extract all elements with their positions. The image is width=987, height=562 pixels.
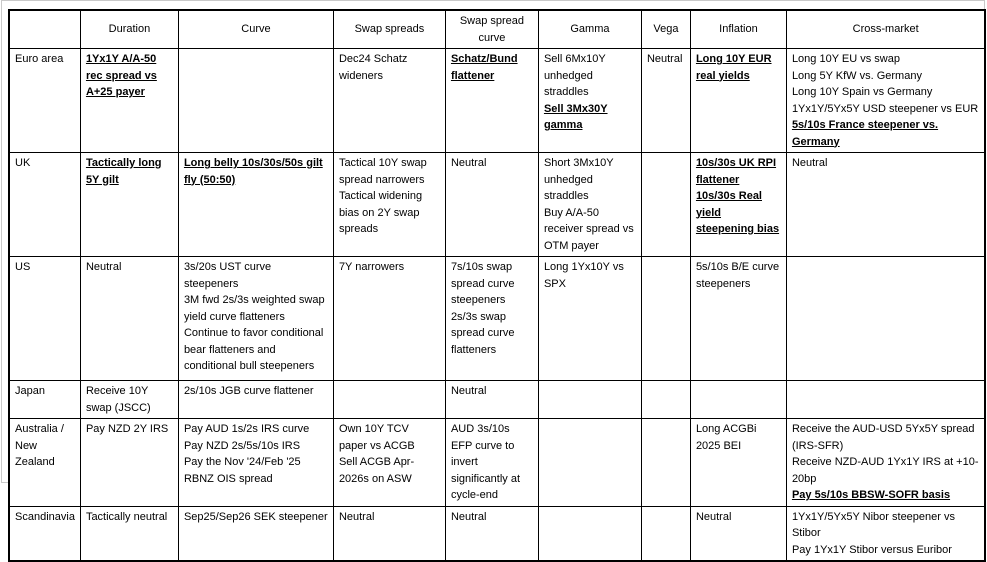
- cell-us-inflation: [690, 257, 786, 381]
- cell-us-swap-spread-curve: [445, 257, 538, 381]
- trade-entry: Neutral: [338, 510, 375, 523]
- column-header-inflation: Inflation: [690, 10, 786, 49]
- trade-entry: Tactically long 5Y gilt: [85, 157, 162, 186]
- trade-entry: Pay NZD 2s/5s/10s IRS: [183, 439, 301, 452]
- table-header: [9, 10, 985, 49]
- cell-uk-inflation: [690, 153, 786, 257]
- trade-entry: 7s/10s swap spread curve steepeners: [450, 261, 515, 306]
- header-row: [9, 10, 985, 49]
- row-header-scandinavia: Scandinavia: [9, 506, 80, 561]
- cell-euro-area-inflation: [690, 49, 786, 153]
- trade-entry: Tactical 10Y swap spread narrowers: [338, 157, 427, 186]
- cell-australia-new-zealand-cross-market: [786, 419, 985, 507]
- trade-entry: Long 1Yx10Y vs SPX: [543, 261, 624, 290]
- cell-australia-new-zealand-swap-spread-curve: [445, 419, 538, 507]
- table-row-scandinavia: [9, 506, 985, 561]
- trade-entry: Continue to favor conditional bear flatteners and conditional bull steepeners: [183, 327, 324, 372]
- cell-scandinavia-gamma: [538, 506, 641, 561]
- cell-australia-new-zealand-duration: [80, 419, 178, 507]
- cell-japan-curve: [178, 381, 333, 419]
- trade-entry: 2s/10s JGB curve flattener: [183, 385, 314, 397]
- trade-recommendations-table: [8, 9, 986, 562]
- cell-scandinavia-cross-market: [786, 506, 985, 561]
- cell-japan-gamma: [538, 381, 641, 419]
- cell-us-vega: [641, 257, 690, 381]
- cell-australia-new-zealand-gamma: [538, 419, 641, 507]
- cell-euro-area-gamma: [538, 49, 641, 153]
- cell-uk-cross-market: [786, 153, 985, 257]
- row-header-euro-area: Euro area: [9, 49, 80, 153]
- trade-entry: Buy A/A-50 receiver spread vs OTM payer: [543, 206, 634, 252]
- trade-entry: Pay AUD 1s/2s IRS curve: [183, 423, 310, 435]
- cell-uk-gamma: [538, 153, 641, 257]
- trade-entry: 5s/10s B/E curve steepeners: [695, 261, 780, 290]
- table-row-australia-new-zealand: [9, 419, 985, 507]
- trade-entry: 3M fwd 2s/3s weighted swap yield curve flatteners: [183, 294, 325, 323]
- trade-entry: Receive 10Y swap (JSCC): [85, 385, 151, 414]
- trade-entry: Pay 5s/10s BBSW-SOFR basis: [791, 489, 951, 501]
- cell-japan-swap-spread-curve: [445, 381, 538, 419]
- cell-japan-cross-market: [786, 381, 985, 419]
- trade-entry: Sep25/Sep26 SEK steepener: [183, 510, 328, 523]
- trade-entry: Pay the Nov '24/Feb '25 RBNZ OIS spread: [183, 456, 301, 485]
- trade-entry: Long belly 10s/30s/50s gilt fly (50:50): [183, 157, 323, 186]
- trade-entry: 3s/20s UST curve steepeners: [183, 261, 272, 290]
- cell-scandinavia-inflation: [690, 506, 786, 561]
- row-header-us: US: [9, 257, 80, 381]
- trade-entry: Long 10Y EU vs swap: [791, 53, 900, 65]
- cell-uk-duration: [80, 153, 178, 257]
- column-header-swap-spread-curve: Swap spread curve: [445, 10, 538, 49]
- cell-us-curve: [178, 257, 333, 381]
- cell-australia-new-zealand-vega: [641, 419, 690, 507]
- cell-japan-vega: [641, 381, 690, 419]
- trade-entry: Long 10Y EUR real yields: [695, 53, 772, 82]
- cell-euro-area-swap-spread-curve: [445, 49, 538, 153]
- column-header-cross-market: Cross-market: [786, 10, 985, 49]
- trade-entry: Dec24 Schatz wideners: [338, 53, 408, 82]
- trade-entry: Pay 1Yx1Y Stibor versus Euribor: [791, 543, 952, 556]
- column-header-curve: Curve: [178, 10, 333, 49]
- table-row-us: [9, 257, 985, 381]
- column-header-gamma: Gamma: [538, 10, 641, 49]
- trade-entry: AUD 3s/10s EFP curve to invert significantly at cycle-end: [450, 423, 521, 501]
- trade-entry: Neutral: [695, 510, 732, 523]
- trade-entry: Own 10Y TCV paper vs ACGB: [338, 423, 415, 452]
- trade-entry: 1Yx1Y A/A-50 rec spread vs A+25 payer: [85, 53, 157, 98]
- table-row-japan: [9, 381, 985, 419]
- table-row-euro-area: [9, 49, 985, 153]
- trade-entry: Neutral: [450, 385, 487, 397]
- trade-entry: Receive NZD-AUD 1Yx1Y IRS at +10-20bp: [791, 456, 979, 485]
- trade-entry: Long ACGBi 2025 BEI: [695, 423, 757, 452]
- trade-entry: Neutral: [646, 53, 683, 65]
- cell-uk-curve: [178, 153, 333, 257]
- row-header-australia-new-zealand: Australia / New Zealand: [9, 419, 80, 507]
- trade-entry: Long 5Y KfW vs. Germany: [791, 69, 922, 82]
- trade-entry: Short 3Mx10Y unhedged straddles: [543, 157, 614, 202]
- cell-us-cross-market: [786, 257, 985, 381]
- trade-entry: Sell 3Mx30Y gamma: [543, 102, 608, 131]
- trade-entry: Pay NZD 2Y IRS: [85, 423, 169, 435]
- trade-entry: Neutral: [85, 261, 122, 273]
- cell-us-duration: [80, 257, 178, 381]
- cell-euro-area-duration: [80, 49, 178, 153]
- cell-uk-swap-spreads: [333, 153, 445, 257]
- row-header-uk: UK: [9, 153, 80, 257]
- cell-australia-new-zealand-curve: [178, 419, 333, 507]
- trade-entry: Neutral: [450, 510, 487, 523]
- cell-australia-new-zealand-inflation: [690, 419, 786, 507]
- trade-entry: Tactical widening bias on 2Y swap spreads: [338, 190, 423, 235]
- trade-entry: 7Y narrowers: [338, 261, 405, 273]
- cell-scandinavia-swap-spread-curve: [445, 506, 538, 561]
- cell-scandinavia-duration: [80, 506, 178, 561]
- trade-entry: 10s/30s UK RPI flattener: [695, 157, 777, 186]
- cell-euro-area-cross-market: [786, 49, 985, 153]
- trade-entry: Long 10Y Spain vs Germany: [791, 86, 933, 98]
- cell-euro-area-swap-spreads: [333, 49, 445, 153]
- column-header-region: [9, 10, 80, 49]
- trade-entry: 1Yx1Y/5Yx5Y Nibor steepener vs Stibor: [791, 510, 955, 539]
- cell-us-swap-spreads: [333, 257, 445, 381]
- trade-entry: 5s/10s France steepener vs. Germany: [791, 119, 939, 148]
- cell-scandinavia-vega: [641, 506, 690, 561]
- row-header-japan: Japan: [9, 381, 80, 419]
- cell-euro-area-curve: [178, 49, 333, 153]
- cell-japan-duration: [80, 381, 178, 419]
- trade-entry: Neutral: [791, 157, 828, 169]
- trade-entry: Tactically neutral: [85, 510, 168, 523]
- cell-uk-swap-spread-curve: [445, 153, 538, 257]
- column-header-duration: Duration: [80, 10, 178, 49]
- trade-entry: Schatz/Bund flattener: [450, 53, 518, 82]
- trade-entry: 1Yx1Y/5Yx5Y USD steepener vs EUR: [791, 102, 979, 115]
- cell-scandinavia-swap-spreads: [333, 506, 445, 561]
- trade-entry: 2s/3s swap spread curve flatteners: [450, 310, 515, 356]
- trade-entry: Receive the AUD-USD 5Yx5Y spread (IRS-SFR): [791, 423, 975, 452]
- table-body: [9, 49, 985, 562]
- trade-entry: 10s/30s Real yield steepening bias: [695, 190, 780, 235]
- trade-entry: Sell 6Mx10Y unhedged straddles: [543, 53, 606, 98]
- table-row-uk: [9, 153, 985, 257]
- trade-entry: Sell ACGB Apr-2026s on ASW: [338, 456, 415, 485]
- column-header-vega: Vega: [641, 10, 690, 49]
- cell-australia-new-zealand-swap-spreads: [333, 419, 445, 507]
- column-header-swap-spreads: Swap spreads: [333, 10, 445, 49]
- cell-us-gamma: [538, 257, 641, 381]
- trade-entry: Neutral: [450, 157, 487, 169]
- cell-scandinavia-curve: [178, 506, 333, 561]
- cell-japan-inflation: [690, 381, 786, 419]
- cell-japan-swap-spreads: [333, 381, 445, 419]
- cell-uk-vega: [641, 153, 690, 257]
- cell-euro-area-vega: [641, 49, 690, 153]
